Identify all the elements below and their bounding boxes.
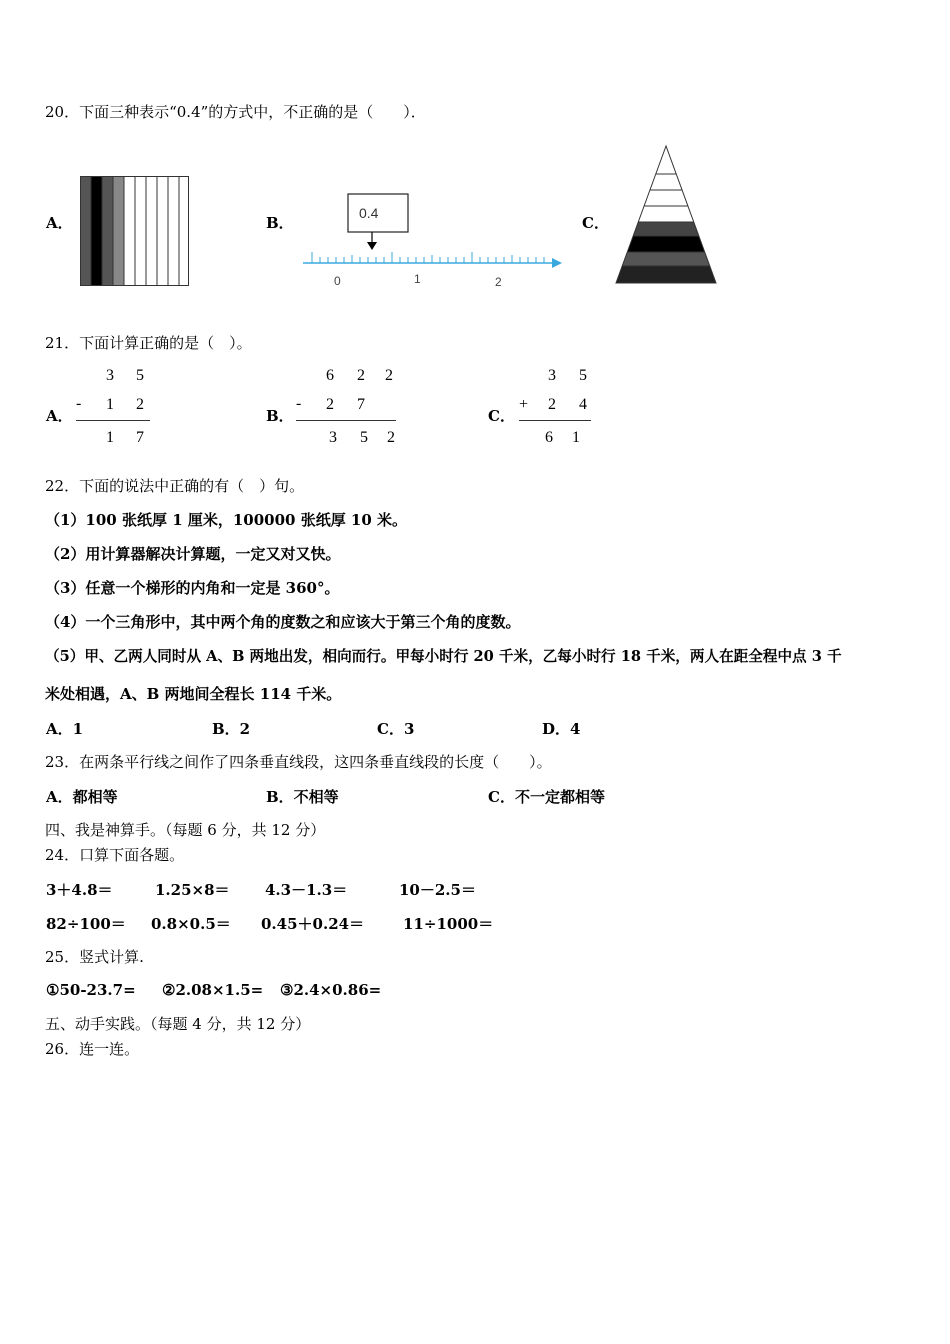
value-box-text: 0.4 xyxy=(359,205,379,221)
q21-b-res-digit: 2 xyxy=(387,429,395,446)
q21-c-top-digit: 5 xyxy=(579,367,587,384)
q21-b-res-digit: 3 xyxy=(329,429,337,446)
q21-a-sign: - xyxy=(76,395,82,412)
q25-title: 25．竖式计算. xyxy=(45,948,144,966)
q22-statement-2: （2）用计算器解决计算题，一定又对又快。 xyxy=(45,545,341,563)
q21-c-mid-digit: 2 xyxy=(548,396,556,413)
q24-row1-item: 4.3－1.3＝ xyxy=(265,881,348,899)
q24-row1-item: 10－2.5＝ xyxy=(399,881,476,899)
q26-title: 26．连一连。 xyxy=(45,1040,140,1058)
q20-number-line xyxy=(300,190,565,290)
q24-row2-item: 0.45＋0.24＝ xyxy=(261,915,365,933)
q23-title: 23．在两条平行线之间作了四条垂直线段，这四条垂直线段的长度（ ）。 xyxy=(45,753,552,771)
q21-a-mid-digit: 1 xyxy=(106,396,114,413)
q21-option-a-label: A． xyxy=(46,407,73,425)
q20-option-c-label: C． xyxy=(582,214,609,232)
q21-a-res-digit: 7 xyxy=(136,429,144,446)
q21-c-rule xyxy=(519,420,591,421)
q24-row2-item: 11÷1000＝ xyxy=(403,915,494,933)
q25-item-3: ③2.4×0.86= xyxy=(280,981,382,999)
q21-a-mid-digit: 2 xyxy=(136,396,144,413)
q21-b-top-digit: 2 xyxy=(385,367,393,384)
q20-grid-figure xyxy=(80,176,190,287)
grid-strip-1 xyxy=(80,176,91,286)
q21-b-rule xyxy=(296,420,396,421)
q20-option-a-label: A． xyxy=(46,214,73,232)
value-arrow xyxy=(367,242,377,250)
axis-arrow xyxy=(552,258,562,268)
q21-c-sign: + xyxy=(519,396,529,413)
section-5-heading: 五、动手实践。（每题 4 分，共 12 分） xyxy=(45,1015,311,1033)
q22-title: 22．下面的说法中正确的有（ ）句。 xyxy=(45,477,305,495)
q23-option-a: A．都相等 xyxy=(46,788,118,806)
q22-statement-4: （4）一个三角形中，其中两个角的度数之和应该大于第三个角的度数。 xyxy=(45,613,521,631)
q21-b-top-digit: 6 xyxy=(326,367,334,384)
q22-option-a: A．1 xyxy=(46,720,84,738)
q21-a-top-digit: 5 xyxy=(136,367,144,384)
q22-statement-1: （1）100 张纸厚 1 厘米，100000 张纸厚 10 米。 xyxy=(45,511,408,529)
q22-option-d: D．4 xyxy=(542,720,581,738)
q23-option-c: C．不一定都相等 xyxy=(488,788,605,806)
q21-b-res-digit: 5 xyxy=(360,429,368,446)
q21-c-res-digit: 6 xyxy=(545,429,553,446)
q21-b-mid-digit: 7 xyxy=(357,396,365,413)
grid-strip-2 xyxy=(91,176,102,286)
q21-a-rule xyxy=(76,420,150,421)
q22-option-b: B．2 xyxy=(212,720,251,738)
tick-label-0: 0 xyxy=(334,274,341,288)
q25-item-2: ②2.08×1.5= xyxy=(162,981,264,999)
q21-c-mid-digit: 4 xyxy=(579,396,587,413)
q21-option-c-label: C． xyxy=(488,407,515,425)
q24-title: 24．口算下面各题。 xyxy=(45,846,185,864)
q20-option-b-label: B． xyxy=(266,214,294,232)
q22-statement-3: （3）任意一个梯形的内角和一定是 360°。 xyxy=(45,579,340,597)
tick-label-1: 1 xyxy=(414,272,421,286)
q24-row2-item: 0.8×0.5＝ xyxy=(151,915,231,933)
q21-option-b-label: B． xyxy=(266,407,294,425)
q21-b-sign: - xyxy=(296,395,302,412)
q21-a-top-digit: 3 xyxy=(106,367,114,384)
q21-title: 21．下面计算正确的是（ ）。 xyxy=(45,334,252,352)
q22-statement-5a: （5）甲、乙两人同时从 A、B 两地出发，相向而行。甲每小时行 20 千米，乙每小时行 18 千米，两人在距全程中点 3 千 xyxy=(45,648,842,665)
q20-title: 20．下面三种表示“0.4”的方式中，不正确的是（ ）． xyxy=(45,103,426,121)
tick-label-2: 2 xyxy=(495,275,502,289)
section-4-heading: 四、我是神算手。（每题 6 分，共 12 分） xyxy=(45,821,326,839)
grid-strip-4 xyxy=(113,176,124,286)
q21-c-top-digit: 3 xyxy=(548,367,556,384)
q21-a-res-digit: 1 xyxy=(106,429,114,446)
q25-item-1: ①50-23.7= xyxy=(46,981,136,999)
q24-row2-item: 82÷100＝ xyxy=(46,915,126,933)
q20-triangle-figure xyxy=(612,144,720,286)
q23-option-b: B．不相等 xyxy=(266,788,339,806)
q21-b-top-digit: 2 xyxy=(357,367,365,384)
q24-row1-item: 3＋4.8＝ xyxy=(46,881,113,899)
grid-strip-3 xyxy=(102,176,113,286)
q22-statement-5b: 米处相遇，A、B 两地间全程长 114 千米。 xyxy=(45,685,342,703)
q22-option-c: C．3 xyxy=(377,720,415,738)
q24-row1-item: 1.25×8＝ xyxy=(155,881,230,899)
q21-c-res-digit: 1 xyxy=(572,429,580,446)
q21-b-mid-digit: 2 xyxy=(326,396,334,413)
